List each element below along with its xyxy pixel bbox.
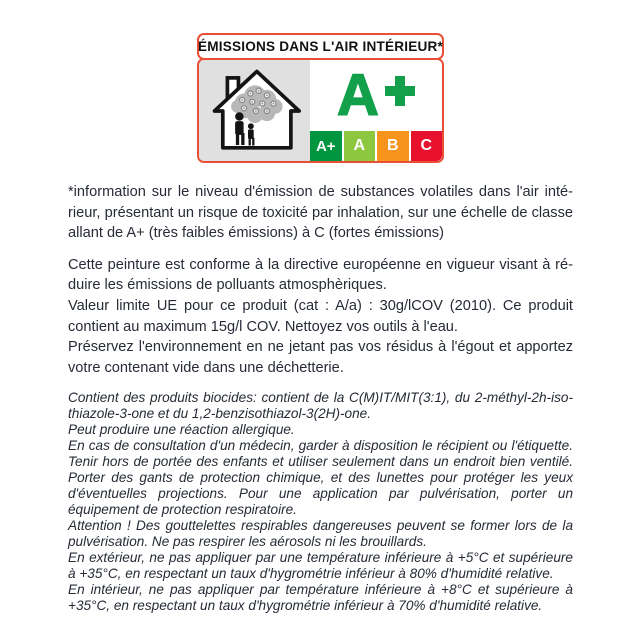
rating-panel	[310, 60, 442, 161]
label-body	[197, 58, 444, 163]
voc-limit-paragraph: Valeur limite UE pour ce produit (cat : A/a) : 30g/lCOV (2010). Ce produit contient au maximum 15g/l COV. Nettoyez vos outils à l'eau.	[68, 297, 573, 335]
label-title: ÉMISSIONS DANS L'AIR INTÉRIEUR*	[197, 33, 444, 60]
emission-scale	[310, 131, 442, 161]
plus-icon	[385, 76, 415, 106]
scale-cell-b: B	[377, 131, 409, 161]
allergy-paragraph: Peut produire une réaction allergique.	[68, 422, 295, 438]
spray-warning-paragraph: Attention ! Des gouttelettes respirables dangereuses peuvent se former lors de la pulvérisation. Ne pas respirer les aérosols ni les brouillards.	[68, 518, 573, 550]
rating-a-plus	[310, 60, 442, 131]
compliance-paragraph: Cette peinture est conforme à la directive européenne en vigueur visant à réduire les émissions de polluants atmosphèriques.	[68, 256, 573, 294]
scale-cell-a: A	[344, 131, 376, 161]
footnote-paragraph: *information sur le niveau d'émission de substances volatiles dans l'air intérieur, présentant un risque de toxicité par inhalation, sur une échelle de classe allant de A+ (très faibles émissions) à C (fortes émissions)	[68, 184, 573, 242]
safety-advice-paragraph: En cas de consultation d'un médecin, garder à disposition le récipient ou l'étiquette. Tenir hors de portée des enfants et utiliser seulement dans un endroit bien ventilé. Porter des gants de protection chimique, et des lunettes pour protéger les yeux d'éventuelles projections. Pour une application par pulvérisation, porter un équipement de protection respiratoire.	[68, 438, 573, 518]
scale-cell-c: C	[411, 131, 443, 161]
scale-cell-a-plus: A+	[310, 131, 342, 161]
precautions-block	[68, 390, 573, 614]
regulatory-text-column	[68, 182, 573, 614]
house-panel	[199, 60, 310, 161]
biocides-paragraph: Contient des produits biocides: contient de la C(M)IT/MIT(3:1), du 2-méthyl-2h-isothiazole-3-one et du 1,2-benzisothiazol-3(2H)-one.	[68, 390, 573, 422]
environment-paragraph: Préservez l'environnement en ne jetant pas vos résidus à l'égout et apportez votre contenant vide dans une déchetterie.	[68, 339, 573, 376]
interior-conditions-paragraph: En intérieur, ne pas appliquer par température inférieure à +8°C et supérieure à +35°C, en respectant un taux d'hygrométrie inférieur à 70% d'humidité relative.	[68, 582, 573, 614]
house-people-cloud-icon	[209, 65, 301, 157]
rating-letter: A	[337, 62, 379, 128]
exterior-conditions-paragraph: En extérieur, ne pas appliquer par une température inférieure à +5°C et supérieure à +35°C, en respectant un taux d'hygrométrie inférieur à 80% d'humidité relative.	[68, 550, 573, 582]
indoor-air-emissions-label	[197, 33, 444, 163]
